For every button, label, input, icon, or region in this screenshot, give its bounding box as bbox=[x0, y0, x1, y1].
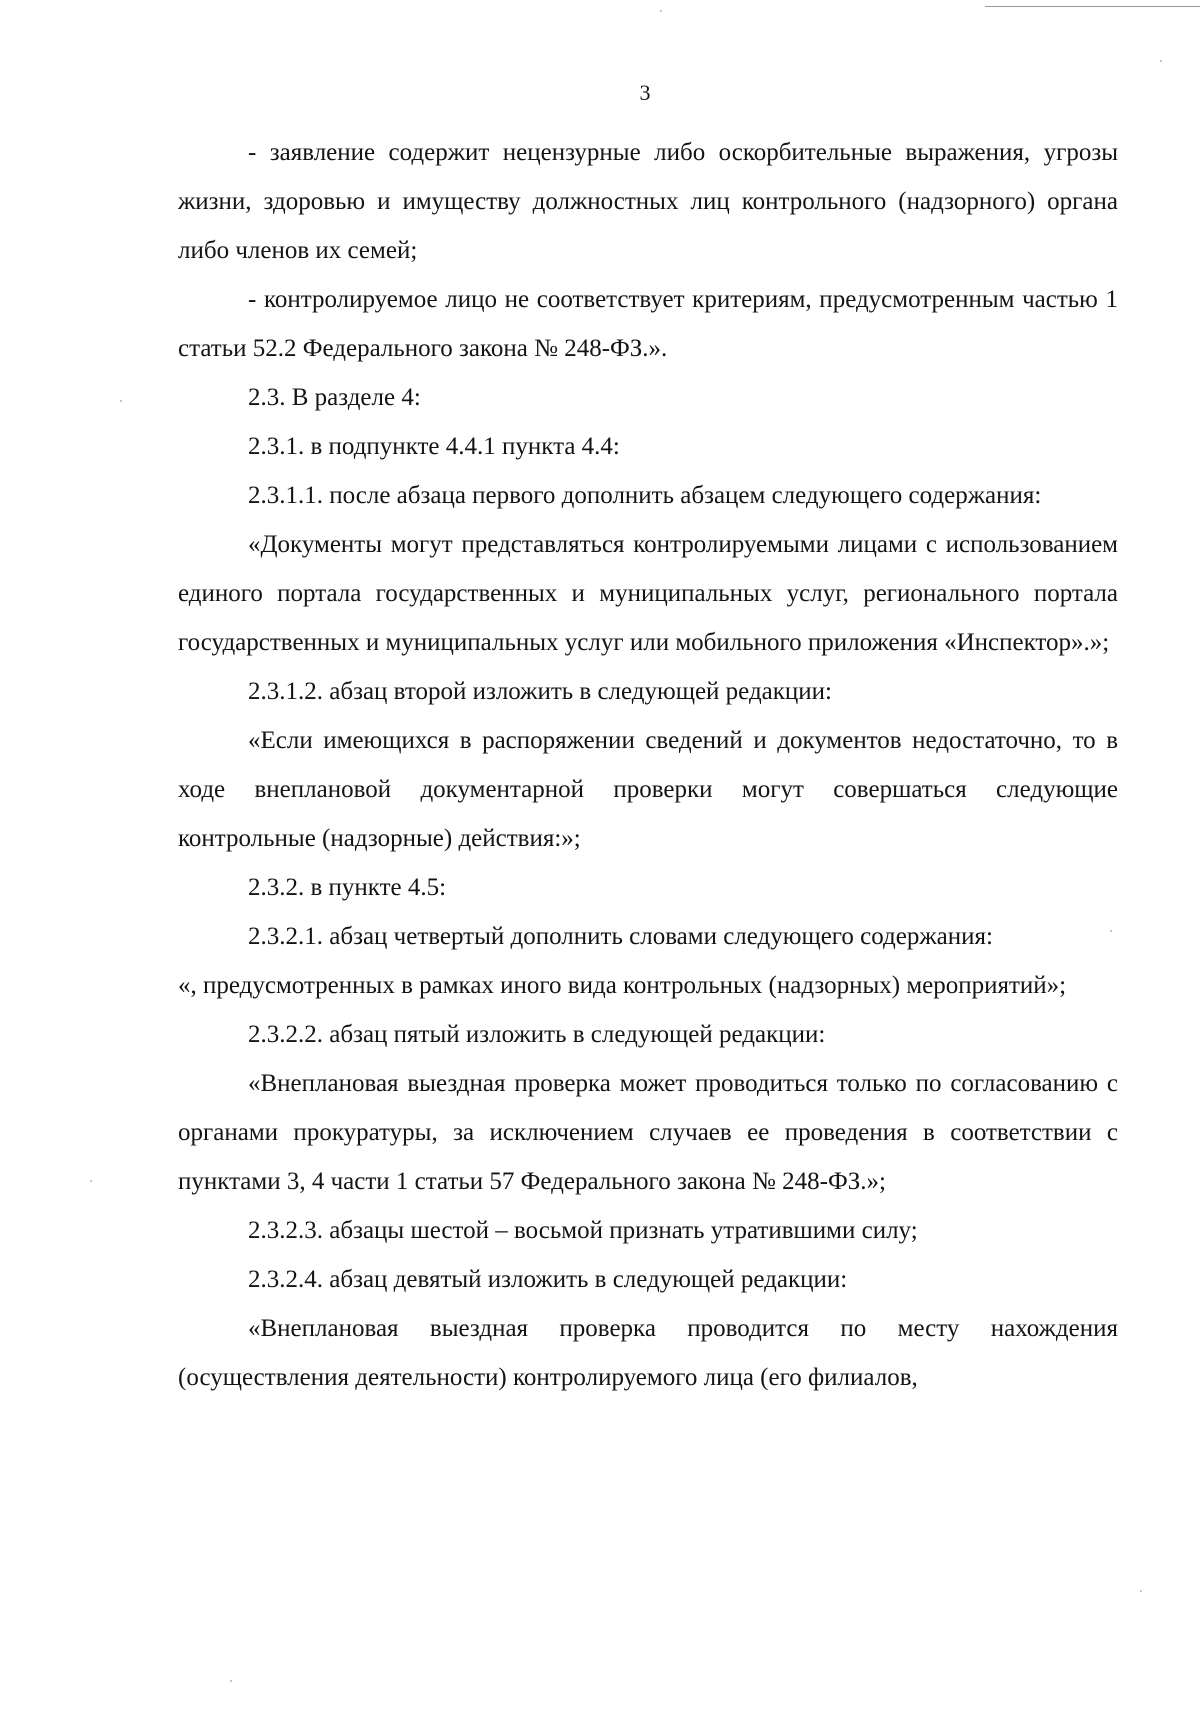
paragraph: 2.3.1.1. после абзаца первого дополнить абзацем следующего содержания: bbox=[248, 482, 1042, 509]
paragraph: 2.3.1.2. абзац второй изложить в следующей редакции: bbox=[248, 678, 832, 705]
paragraph: «Внеплановая выездная проверка может проводиться только по согласованию с органами прокуратуры, за исключением случаев ее проведения в соответствии с пунктами 3, 4 части 1 статьи 57 Федерального закона № 248-ФЗ.»; bbox=[178, 1070, 1118, 1195]
document-body bbox=[178, 128, 1118, 1402]
paragraph: 2.3.2. в пункте 4.5: bbox=[248, 874, 447, 901]
paragraph: 2.3.1. в подпункте 4.4.1 пункта 4.4: bbox=[248, 433, 620, 460]
scan-speck bbox=[120, 400, 122, 402]
paragraph: «Внеплановая выездная проверка проводится по месту нахождения (осуществления деятельности) контролируемого лица (его филиалов, bbox=[178, 1315, 1118, 1391]
paragraph: 2.3. В разделе 4: bbox=[248, 384, 421, 411]
paragraph: «, предусмотренных в рамках иного вида контрольных (надзорных) мероприятий»; bbox=[178, 972, 1067, 999]
paragraph: «Документы могут представляться контролируемыми лицами с использованием единого портала государственных и муниципальных услуг, регионального портала государственных и муниципальных услуг или мобильного приложения «Инспектор».»; bbox=[178, 531, 1118, 656]
scan-speck bbox=[230, 1680, 232, 1682]
paragraph: 2.3.2.4. абзац девятый изложить в следующей редакции: bbox=[248, 1266, 848, 1293]
scan-speck bbox=[1160, 60, 1162, 62]
paragraph: - контролируемое лицо не соответствует критериям, предусмотренным частью 1 статьи 52.2 Федерального закона № 248-ФЗ.». bbox=[178, 286, 1118, 362]
scan-speck bbox=[90, 1180, 92, 1182]
scan-speck bbox=[1140, 1590, 1142, 1592]
page-number: 3 bbox=[639, 80, 651, 105]
paragraph: 2.3.2.3. абзацы шестой – восьмой признать утратившими силу; bbox=[248, 1217, 918, 1244]
paragraph: «Если имеющихся в распоряжении сведений и документов недостаточно, то в ходе внеплановой документарной проверки могут совершаться следующие контрольные (надзорные) действия:»; bbox=[178, 727, 1118, 852]
scan-speck bbox=[660, 10, 662, 12]
paragraph: - заявление содержит нецензурные либо оскорбительные выражения, угрозы жизни, здоровью и имуществу должностных лиц контрольного (надзорного) органа либо членов их семей; bbox=[178, 139, 1118, 264]
paragraph: 2.3.2.2. абзац пятый изложить в следующей редакции: bbox=[248, 1021, 826, 1048]
paragraph: 2.3.2.1. абзац четвертый дополнить словами следующего содержания: bbox=[248, 923, 993, 950]
scan-speck bbox=[1110, 930, 1112, 932]
top-edge-line bbox=[985, 6, 1200, 7]
